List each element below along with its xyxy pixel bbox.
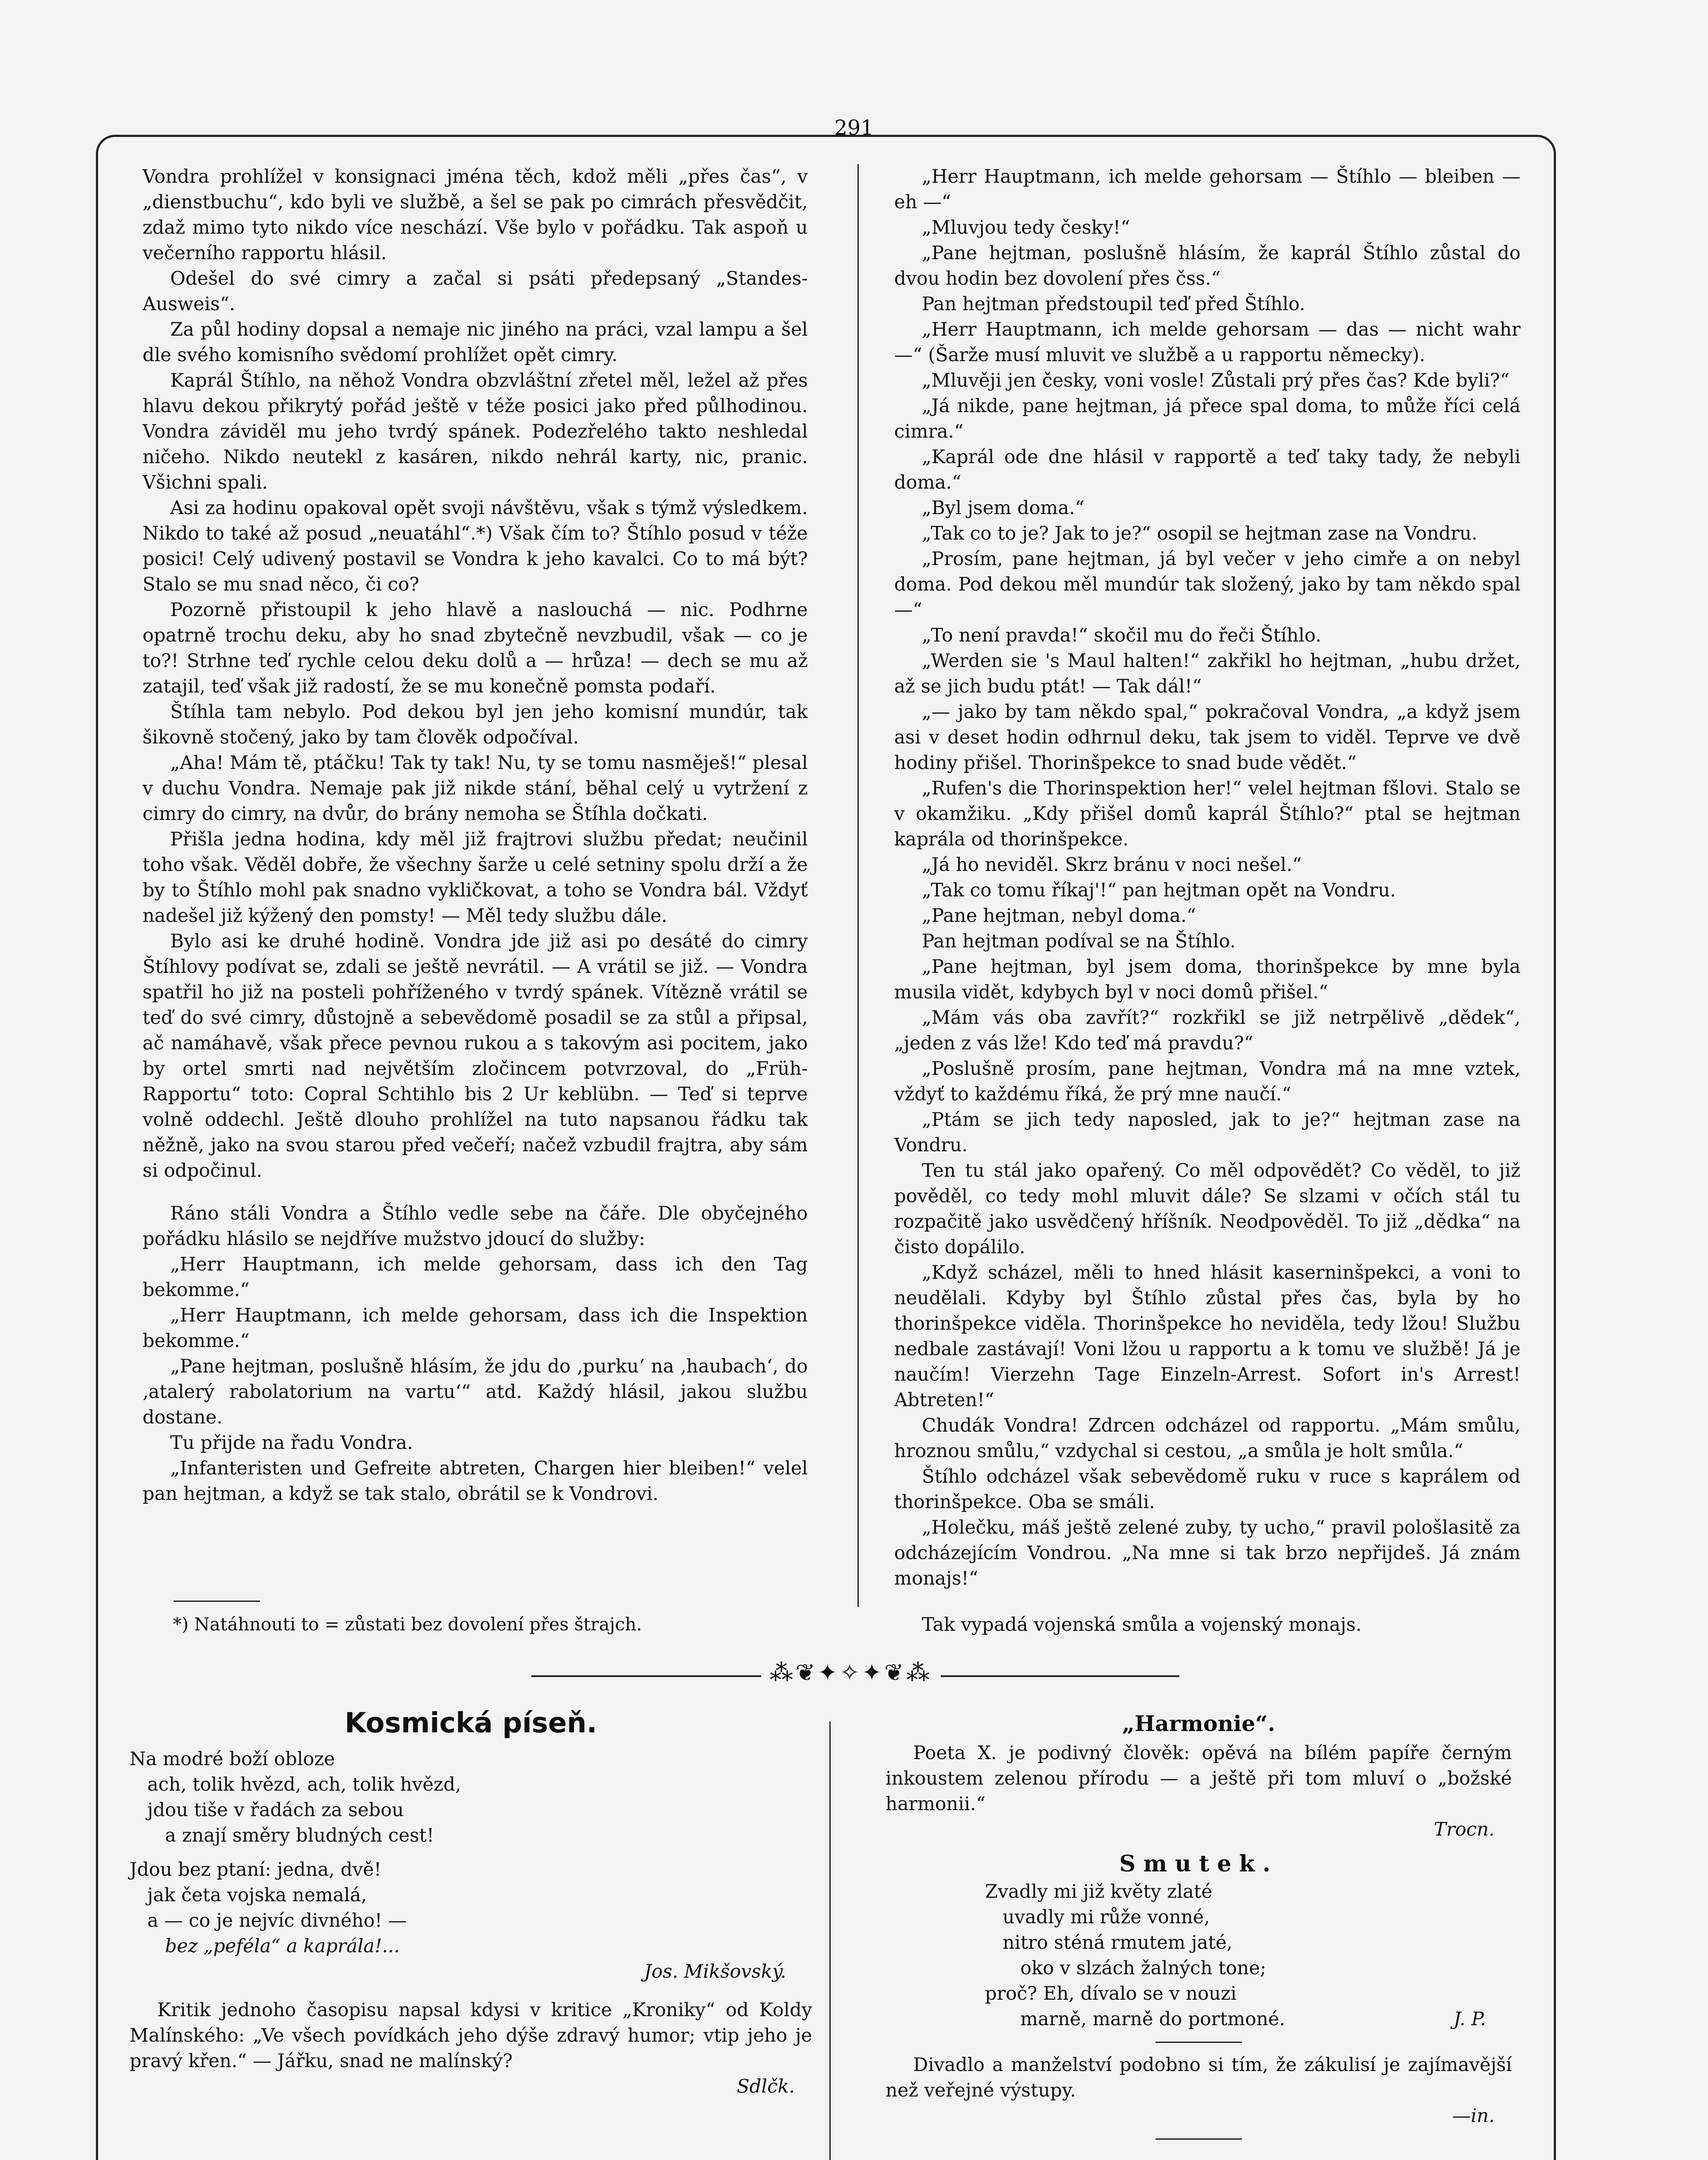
divadlo-sign: —in. [1452,2105,1495,2127]
ornament [717,1659,985,1689]
right-column [894,164,1521,1591]
left-column [143,164,808,1507]
bottom-column-divider [829,1722,831,2160]
footnote-rule [174,1601,260,1602]
paragraph: Kaprál Štíhlo, na něhož Vondra obzvláštní zřetel měl, ležel až přes hlavu dekou přikrytý pořád ještě v téže posici jako před půlhodinou. Vondra záviděl mu jeho tvrdý spánek. Podezřelého takto neshledal ničeho. Nikdo neutekl z kasáren, nikdo nehrál karty, nic, pranic. Všichni spali. [143,370,808,493]
paragraph: „Já nikde, pane hejtman, já přece spal doma, to může říci celá cimra.“ [894,395,1521,442]
smutek-line: proč? Eh, dívalo se v nouzi [985,1983,1237,2004]
paragraph: Štíhlo odcházel však sebevědomě ruku v ruce s kaprálem od thorinšpekce. Oba se smáli. [894,1466,1521,1513]
harmonie-text: Poeta X. je podivný člověk: opěvá na bílém papíře černým inkoustem zelenou přírodu — a ještě při tom mluví o „božské harmonii.“ [886,1742,1512,1815]
poem-title: Kosmická píseň. [344,1707,597,1739]
paragraph: „Werden sie 's Maul halten!“ zakřikl ho hejtman, „hubu držet, až se jich budu ptát! — Tak dál!“ [894,650,1521,697]
paragraph: „Aha! Mám tě, ptáčku! Tak ty tak! Nu, ty se tomu nasměješ!“ plesal v duchu Vondra. Nemaje pak již nikde stání, běhal celý u vytržení z cimry do cimry, na dvůr, do brány nemoha se Štíhla dočkati. [143,752,808,825]
paragraph: „Prosím, pane hejtman, já byl večer v jeho cimře a on nebyl doma. Pod dekou měl mundúr tak složený, jako by tam někdo spal —“ [894,548,1521,621]
smutek-line: oko v slzách žalných tone; [985,1957,1267,1979]
paragraph: „Kaprál ode dne hlásil v rapportě a teď taky tady, že nebyli doma.“ [894,446,1521,493]
paragraph: Pan hejtman podíval se na Štíhlo. [922,931,1236,952]
paragraph: „Pane hejtman, poslušně hlásím, že jdu do ‚purku‘ na ‚haubach‘, do ‚atalerý rabolatorium na vartu‘“ atd. Každý hlásil, jakou službu dostane. [143,1356,808,1428]
paragraph: „Pane hejtman, nebyl doma.“ [922,905,1196,927]
paragraph: Vondra prohlížel v konsignaci jména těch, kdož měli „přes čas“, v „dienstbuchu“, kdo byli ve službě, a šel se pak po cimrách přesvědčit, zdaž mimo tyto nikdo více neschází. Vše bylo v pořádku. Tak aspoň u večerního rapportu hlásil. [143,166,808,264]
poem-line: jdou tiše v řadách za sebou [130,1799,404,1821]
paragraph: „Rufen's die Thorinspektion her!“ velel hejtman fšlovi. Stalo se v okamžiku. „Kdy přišel domů kaprál Štíhlo?“ ptal se hejtman kaprála od thorinšpekce. [894,778,1521,850]
ornament-glyphs: ⁂❦✦✧✦❦⁂ [761,1659,941,1686]
paragraph: „Když scházel, měli to hned hlásit kaserninšpekci, a voni to neudělali. Kdyby byl Štíhlo zůstal přes čas, byla by ho thorinšpekce viděla. Thorinšpekce ho neviděla, tedy lžou! Službu nedbale zastávají! Voni lžou u rapportu a k tomu ve službě! Já je naučím! Vierzehn Tage Einzeln-Arrest. Sofort in's Arrest! Abtreten!“ [894,1262,1521,1411]
poem-line: Jdou bez ptaní: jedna, dvě! [130,1859,381,1880]
smutek-line: marně, marně do portmoné. [985,2008,1286,2030]
paragraph: „Poslušně prosím, pane hejtman, Vondra má na mne vztek, vždyť to každému říká, že prý mne naučí.“ [894,1058,1521,1105]
paragraph: „Herr Hauptmann, ich melde gehorsam, dass ich den Tag bekomme.“ [143,1254,808,1301]
paragraph: „Tak co to je? Jak to je?“ osopil se hejtman zase na Vondru. [922,523,1478,544]
paragraph: Štíhla tam nebylo. Pod dekou byl jen jeho komisní mundúr, tak šikovně stočený, jako by tam člověk odpočíval. [143,701,808,748]
paragraph: „Herr Hauptmann, ich melde gehorsam, dass ich die Inspektion bekomme.“ [143,1305,808,1352]
critic-sign: Sdlčk. [737,2076,795,2097]
footnote: *) Natáhnouti to = zůstati bez dovolení přes štrajch. [173,1614,642,1635]
paragraph: Odešel do své cimry a začal si psáti předepsaný „Standes-Ausweis“. [143,268,808,315]
paragraph: Tu přijde na řadu Vondra. [170,1432,413,1454]
bottom-right-section [886,1711,1512,2149]
paragraph: Ráno stáli Vondra a Štíhlo vedle sebe na čáře. Dle obyčejného pořádku hlásilo se nejdříve mužstvo jdoucí do služby: [143,1203,808,1250]
poem-line: bez „peféla“ a kaprála!... [130,1935,400,1957]
divadlo-text: Divadlo a manželství podobno si tím, že zákulisí je zajímavější než veřejné výstupy. [886,2054,1512,2101]
paragraph: „Ptám se jich tedy naposled, jak to je?“ hejtman zase na Vondru. [894,1109,1521,1156]
smutek-line: Zvadly mi již květy zlaté [985,1881,1213,1903]
paragraph: „Herr Hauptmann, ich melde gehorsam — das — nicht wahr —“ (Šarže musí mluvit ve službě a u rapportu německy). [894,319,1521,366]
paragraph: „Mluvjou tedy česky!“ [922,217,1130,238]
paragraph: Přišla jedna hodina, kdy měl již frajtrovi službu předat; neučinil toho však. Věděl dobře, že všechny šarže u celé setniny spolu drží a že by to Štíhlo mohl pak snadno vykličkovat, a toho se Vondra bál. Vždyť nadešel již kýžený den pomsty! — Měl tedy službu dále. [143,829,808,927]
poem-author: Jos. Mikšovský. [644,1961,786,1982]
paragraph: „To není pravda!“ skočil mu do řeči Štíhlo. [922,625,1321,646]
paragraph: „Holečku, máš ještě zelené zuby, ty ucho,“ pravil pološlasitě za odcházejícím Vondrou. „Na mne si tak brzo nepřijdeš. Já znám monajs!“ [894,1517,1521,1589]
paragraph: „Mám vás oba zavřít?“ rozkřikl se již netrpělivě „dědek“, „jeden z vás lže! Kdo teď má pravdu?“ [894,1007,1521,1054]
poem-line: a — co je nejvíc divného! — [130,1910,407,1931]
paragraph: Za půl hodiny dopsal a nemaje nic jiného na práci, vzal lampu a šel dle svého komisního svědomí prohlížet opět cimry. [143,319,808,366]
paragraph: „Pane hejtman, poslušně hlásím, že kaprál Štíhlo zůstal do dvou hodin bez dovolení přes čss.“ [894,242,1521,289]
harmonie-title: „Harmonie“. [1122,1711,1276,1736]
paragraph: Chudák Vondra! Zdrcen odcházel od rapportu. „Mám smůlu, hroznou smůlu,“ vzdychal si cestou, „a smůla je holt smůla.“ [894,1415,1521,1462]
paragraph: „Byl jsem doma.“ [922,497,1085,519]
bottom-left-section [130,1707,812,2100]
smutek-title: Smutek. [1119,1851,1278,1877]
paragraph: Pozorně přistoupil k jeho hlavě a naslouchá — nic. Podhrne opatrně trochu deku, aby ho snad zbytečně nevzbudil, však — co je to?! Strhne teď rychle celou deku dolů a — hrůza! — dech se mu až zatajil, teď však již radostí, že se mu konečně pomsta podaří. [143,599,808,697]
paragraph: „Herr Hauptmann, ich melde gehorsam — Štíhlo — bleiben — eh —“ [894,166,1521,213]
paragraph: „Já ho neviděl. Skrz bránu v noci nešel.“ [922,854,1302,876]
section-rule [1156,2042,1242,2043]
paragraph: „Infanteristen und Gefreite abtreten, Chargen hier bleiben!“ velel pan hejtman, a když se tak stalo, obrátil se k Vondrovi. [143,1458,808,1505]
poem-line: a znají směry bludných cest! [130,1825,434,1846]
paragraph: Ten tu stál jako opařený. Co měl odpovědět? Co věděl, to již pověděl, co tedy mohl mluvit dále? Se slzami v očích stál tu rozpačitě jako usvědčený hříšník. Neodpověděl. To již „dědka“ na čisto dopálilo. [894,1160,1521,1258]
harmonie-sign: Trocn. [1434,1819,1495,1840]
paragraph: „Pane hejtman, byl jsem doma, thorinšpekce by mne byla musila vidět, kdybych byl v noci domů přišel.“ [894,956,1521,1003]
critic-text: Kritik jednoho časopisu napsal kdysi v kritice „Kroniky“ od Koldy Malínského: „Ve všech povídkách jeho dýše zdravý humor; vtip jeho je pravý křen.“ — Jářku, snad ne malínský? [130,1999,812,2072]
column-divider [857,164,859,1607]
paragraph: Pan hejtman předstoupil teď před Štíhlo. [922,293,1305,315]
page-number: 291 [834,116,874,140]
paragraph: Asi za hodinu opakoval opět svoji návštěvu, však s týmž výsledkem. Nikdo to také až posud „neuatáhl“.*) Však čím to? Štíhlo posud v téže posici! Celý udivený postavil se Vondra k jeho kavalci. Co to má být? Stalo se mu snad něco, či co? [143,497,808,595]
paragraph: „— jako by tam někdo spal,“ pokračoval Vondra, „a když jsem asi v deset hodin odhrnul deku, tak jsem to viděl. Teprve ve dvě hodiny přišel. Thorinšpekce to snad bude vědět.“ [894,701,1521,774]
section-rule [1156,2138,1242,2140]
smutek-line: uvadly mi růže vonné, [985,1906,1210,1928]
paragraph: „Tak co tomu říkaj'!“ pan hejtman opět na Vondru. [922,880,1396,901]
poem-line: ach, tolik hvězd, ach, tolik hvězd, [130,1774,461,1795]
paragraph: Bylo asi ke druhé hodině. Vondra jde již asi po desáté do cimry Štíhlovy podívat se, zdali se ještě nevrátil. — A vrátil se již. — Vondra spatřil ho již na posteli pohříženého v tvrdý spánek. Vítězně vrátil se teď do své cimry, důstojně a sebevědomě posadil se za stůl a připsal, ač namáhavě, však přece pevnou rukou a s takovým asi pocitem, jako by ortel smrti nad největším zločincem potvrzoval, do „Früh-Rapportu“ toto: Copral Schtihlo bis 2 Ur keblübn. — Teď si teprve volně oddechl. Ještě dlouho prohlížel na tuto napsanou řádku tak něžně, jako na svou starou před večeří; načež vzbudil frajtra, aby sám si odpočinul. [143,931,808,1182]
story-ending: Tak vypadá vojenská smůla a vojenský monajs. [922,1614,1362,1636]
poem-line: jak četa vojska nemalá, [130,1884,367,1906]
smutek-sign: J. P. [1453,2008,1486,2030]
poem-line: Na modré boží obloze [130,1748,335,1770]
spacer [143,1184,808,1201]
smutek-line: nitro sténá rmutem jaté, [985,1932,1233,1954]
paragraph: „Mluvěji jen česky, voni vosle! Zůstali prý přes čas? Kde byli?“ [922,370,1510,391]
